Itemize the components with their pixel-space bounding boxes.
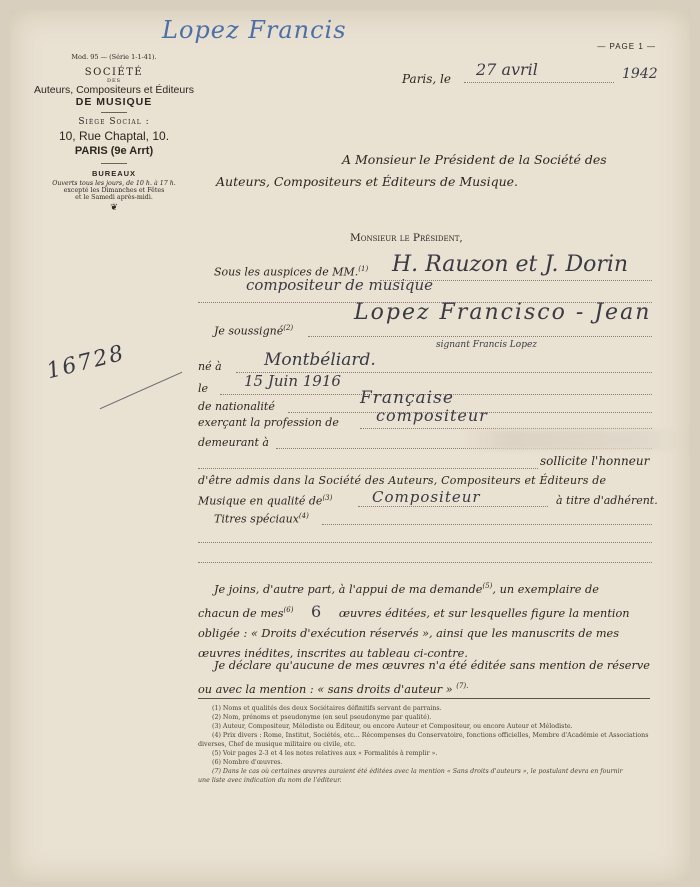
titres-label: Titres spéciaux$^{(4)}$ [214, 512, 309, 526]
paragraph-1: Je joins, d'autre part, à l'appui de ma demande$^{(5)}$, un exemplaire de chacun de mes$^{(6)}$ 6 œuvres éditées, et sur lesquelles figure la mention obligée : « Droits d'exécution réservés », ainsi que les manuscrits de mes œuvres inédites, inscrites au tableau ci-contre. [198, 582, 630, 660]
footnote: (7) Dans le cas où certaines œuvres auraient été éditées avec la mention « Sans droits d'auteurs », le postulant devra en fournir [212, 768, 623, 775]
le-label: le [198, 382, 209, 395]
soussigne-label: Je soussigné$^{(2)}$ [214, 324, 294, 338]
profession-value: compositeur [376, 406, 488, 425]
nationalite-label: de nationalité [198, 400, 275, 413]
siege-address: 10, Rue Chaptal, 10. [58, 129, 170, 143]
page-label: — PAGE 1 — [597, 42, 656, 51]
footnote: une liste avec indication du nom de l'éditeur. [198, 777, 342, 784]
footnote: (1) Noms et qualités des deux Sociétaires définitifs servant de parrains. [212, 705, 442, 712]
side-number: 16728 [44, 340, 128, 385]
auspices-value-2: compositeur de musique [246, 276, 434, 294]
des-label: DES [106, 78, 122, 84]
pencil-stroke [100, 372, 183, 410]
document-page [10, 10, 690, 882]
societe-label: SOCIÉTÉ [84, 67, 144, 78]
nationalite-value: Française [360, 388, 454, 408]
footnote: (6) Nombre d'œuvres. [212, 759, 283, 766]
musique-label: Musique en qualité $de^{(3)}$ [198, 494, 333, 508]
siege-label: Siège Social : [78, 117, 150, 127]
soussigne-sub: signant Francis Lopez [436, 340, 538, 350]
footnote: (5) Voir pages 2-3 et 4 les notes relatives aux « Formalités à remplir ». [212, 750, 438, 757]
qualite-value: Compositeur [372, 488, 481, 506]
ornament-icon: ❦ [110, 203, 118, 213]
footnotes [198, 704, 656, 785]
addressee-line-1: A Monsieur le Président de la Société des [342, 152, 607, 167]
sollicite-text: sollicite l'honneur [540, 454, 650, 468]
oeuvres-count: 6 [311, 601, 322, 621]
admis-line: d'être admis dans la Société des Auteurs, Compositeurs et Éditeurs de [198, 474, 607, 487]
hours-1: Ouverts tous les jours, de 10 h. à 17 h. [52, 180, 176, 187]
date-year: 1942 [622, 66, 658, 82]
addressee-line-2: Auteurs, Compositeurs et Éditeurs de Musique. [216, 174, 519, 189]
auspices-value: H. Rauzon et J. Dorin [392, 252, 629, 277]
notes-divider [198, 698, 650, 699]
footnote: (2) Nom, prénoms et pseudonyme (en seul pseudonyme par qualité). [212, 714, 432, 721]
soussigne-value: Lopez Francisco - Jean [354, 300, 652, 325]
footnote: (4) Prix divers : Rome, Institut, Sociétés, etc... Récompenses du Conservatoire, fonctions officielles, Membre d'Académie et Associations [212, 732, 649, 739]
ne-value: Montbéliard. [264, 350, 376, 370]
footnote: diverses, Chef de musique militaire ou civile, etc. [198, 741, 356, 748]
salutation: Monsieur le Président, [350, 232, 463, 244]
org-name: Auteurs, Compositeurs et Éditeurs [34, 84, 194, 96]
paragraph-2: Je déclare qu'aucune de mes œuvres n'a été éditée sans mention de réserve ou avec la mention : « sans droits d'auteur » $^{(7).}$ [198, 659, 650, 696]
demeurant-label: demeurant à [198, 436, 269, 449]
auspices-label: Sous les auspices de MM.$^{(1)}$ [214, 265, 369, 279]
hours-2: excepté les Dimanches et Fêtes [63, 187, 165, 194]
date-prefix: Paris, le [402, 72, 451, 86]
siege-city: PARIS (9e Arrt) [74, 145, 154, 157]
handwritten-name: Lopez Francis [162, 16, 347, 44]
ne-label: né à [198, 360, 222, 373]
date-day: 27 avril [476, 60, 538, 79]
adherent-label: à titre d'adhérent. [556, 494, 658, 507]
date-line [402, 60, 662, 86]
footnote: (3) Auteur, Compositeur, Mélodiste ou Éditeur, ou encore Auteur et Compositeur, ou encore Auteur et Mélodiste. [212, 723, 573, 730]
profession-label: exerçant la profession de [198, 416, 339, 429]
hours-3: et le Samedi après-midi. [75, 194, 153, 201]
le-value: 15 Juin 1916 [244, 372, 341, 390]
society-header [30, 53, 198, 213]
de-musique: DE MUSIQUE [75, 96, 153, 108]
redacted-address [460, 430, 690, 450]
form-model: Mod. 95 — (Série 1-1-41). [71, 53, 157, 61]
bureaux-label: BUREAUX [91, 169, 137, 178]
